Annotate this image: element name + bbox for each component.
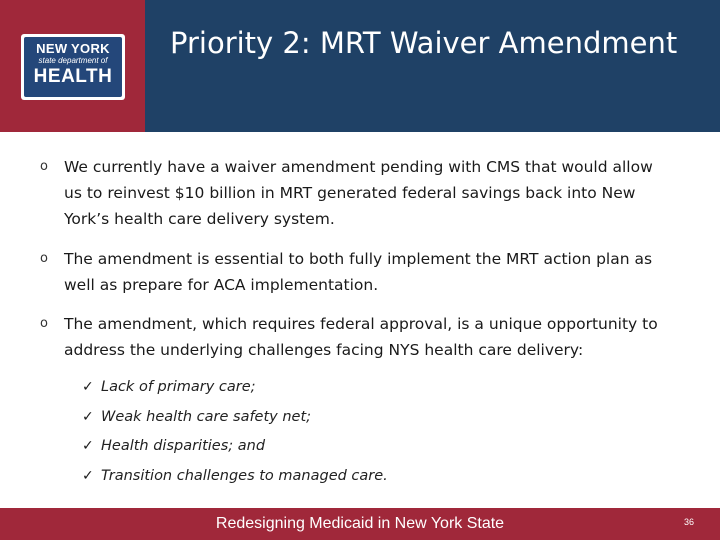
footer-bar [0, 508, 720, 540]
nys-health-logo [21, 34, 125, 100]
bullet-text: The amendment, which requires federal approval, is a unique opportunity to address the underlying challenges facing NYS health care delivery: [64, 315, 658, 359]
logo-line-state-department: state department of [38, 56, 108, 65]
bullet-marker: o [40, 316, 48, 331]
bullet-text: The amendment is essential to both fully implement the MRT action plan as well as prepare for ACA implementation. [64, 250, 653, 294]
page-number: 36 [683, 517, 694, 527]
checkmark-icon: ✓ [82, 379, 94, 395]
logo-badge [24, 37, 122, 97]
check-text: Health disparities; and [101, 438, 266, 454]
check-text: Lack of primary care; [101, 379, 256, 395]
logo-line-new-york: NEW YORK [36, 41, 110, 56]
check-text: Transition challenges to managed care. [101, 468, 388, 484]
checkmark-icon: ✓ [82, 468, 94, 484]
title-banner [145, 0, 720, 132]
footer-title: Redesigning Medicaid in New York State [215, 515, 505, 532]
bullet-text: We currently have a waiver amendment pending with CMS that would allow us to reinvest $10 billion in MRT generated federal savings back into New York’s health care delivery system. [64, 158, 653, 228]
slide-title: Priority 2: MRT Waiver Amendment [170, 26, 678, 60]
check-text: Weak health care safety net; [101, 409, 312, 425]
bullet-marker: o [40, 251, 48, 266]
checkmark-icon: ✓ [82, 438, 94, 454]
bullet-marker: o [40, 159, 48, 174]
logo-line-health: HEALTH [33, 66, 113, 87]
logo-panel [0, 0, 145, 132]
checkmark-icon: ✓ [82, 409, 94, 425]
